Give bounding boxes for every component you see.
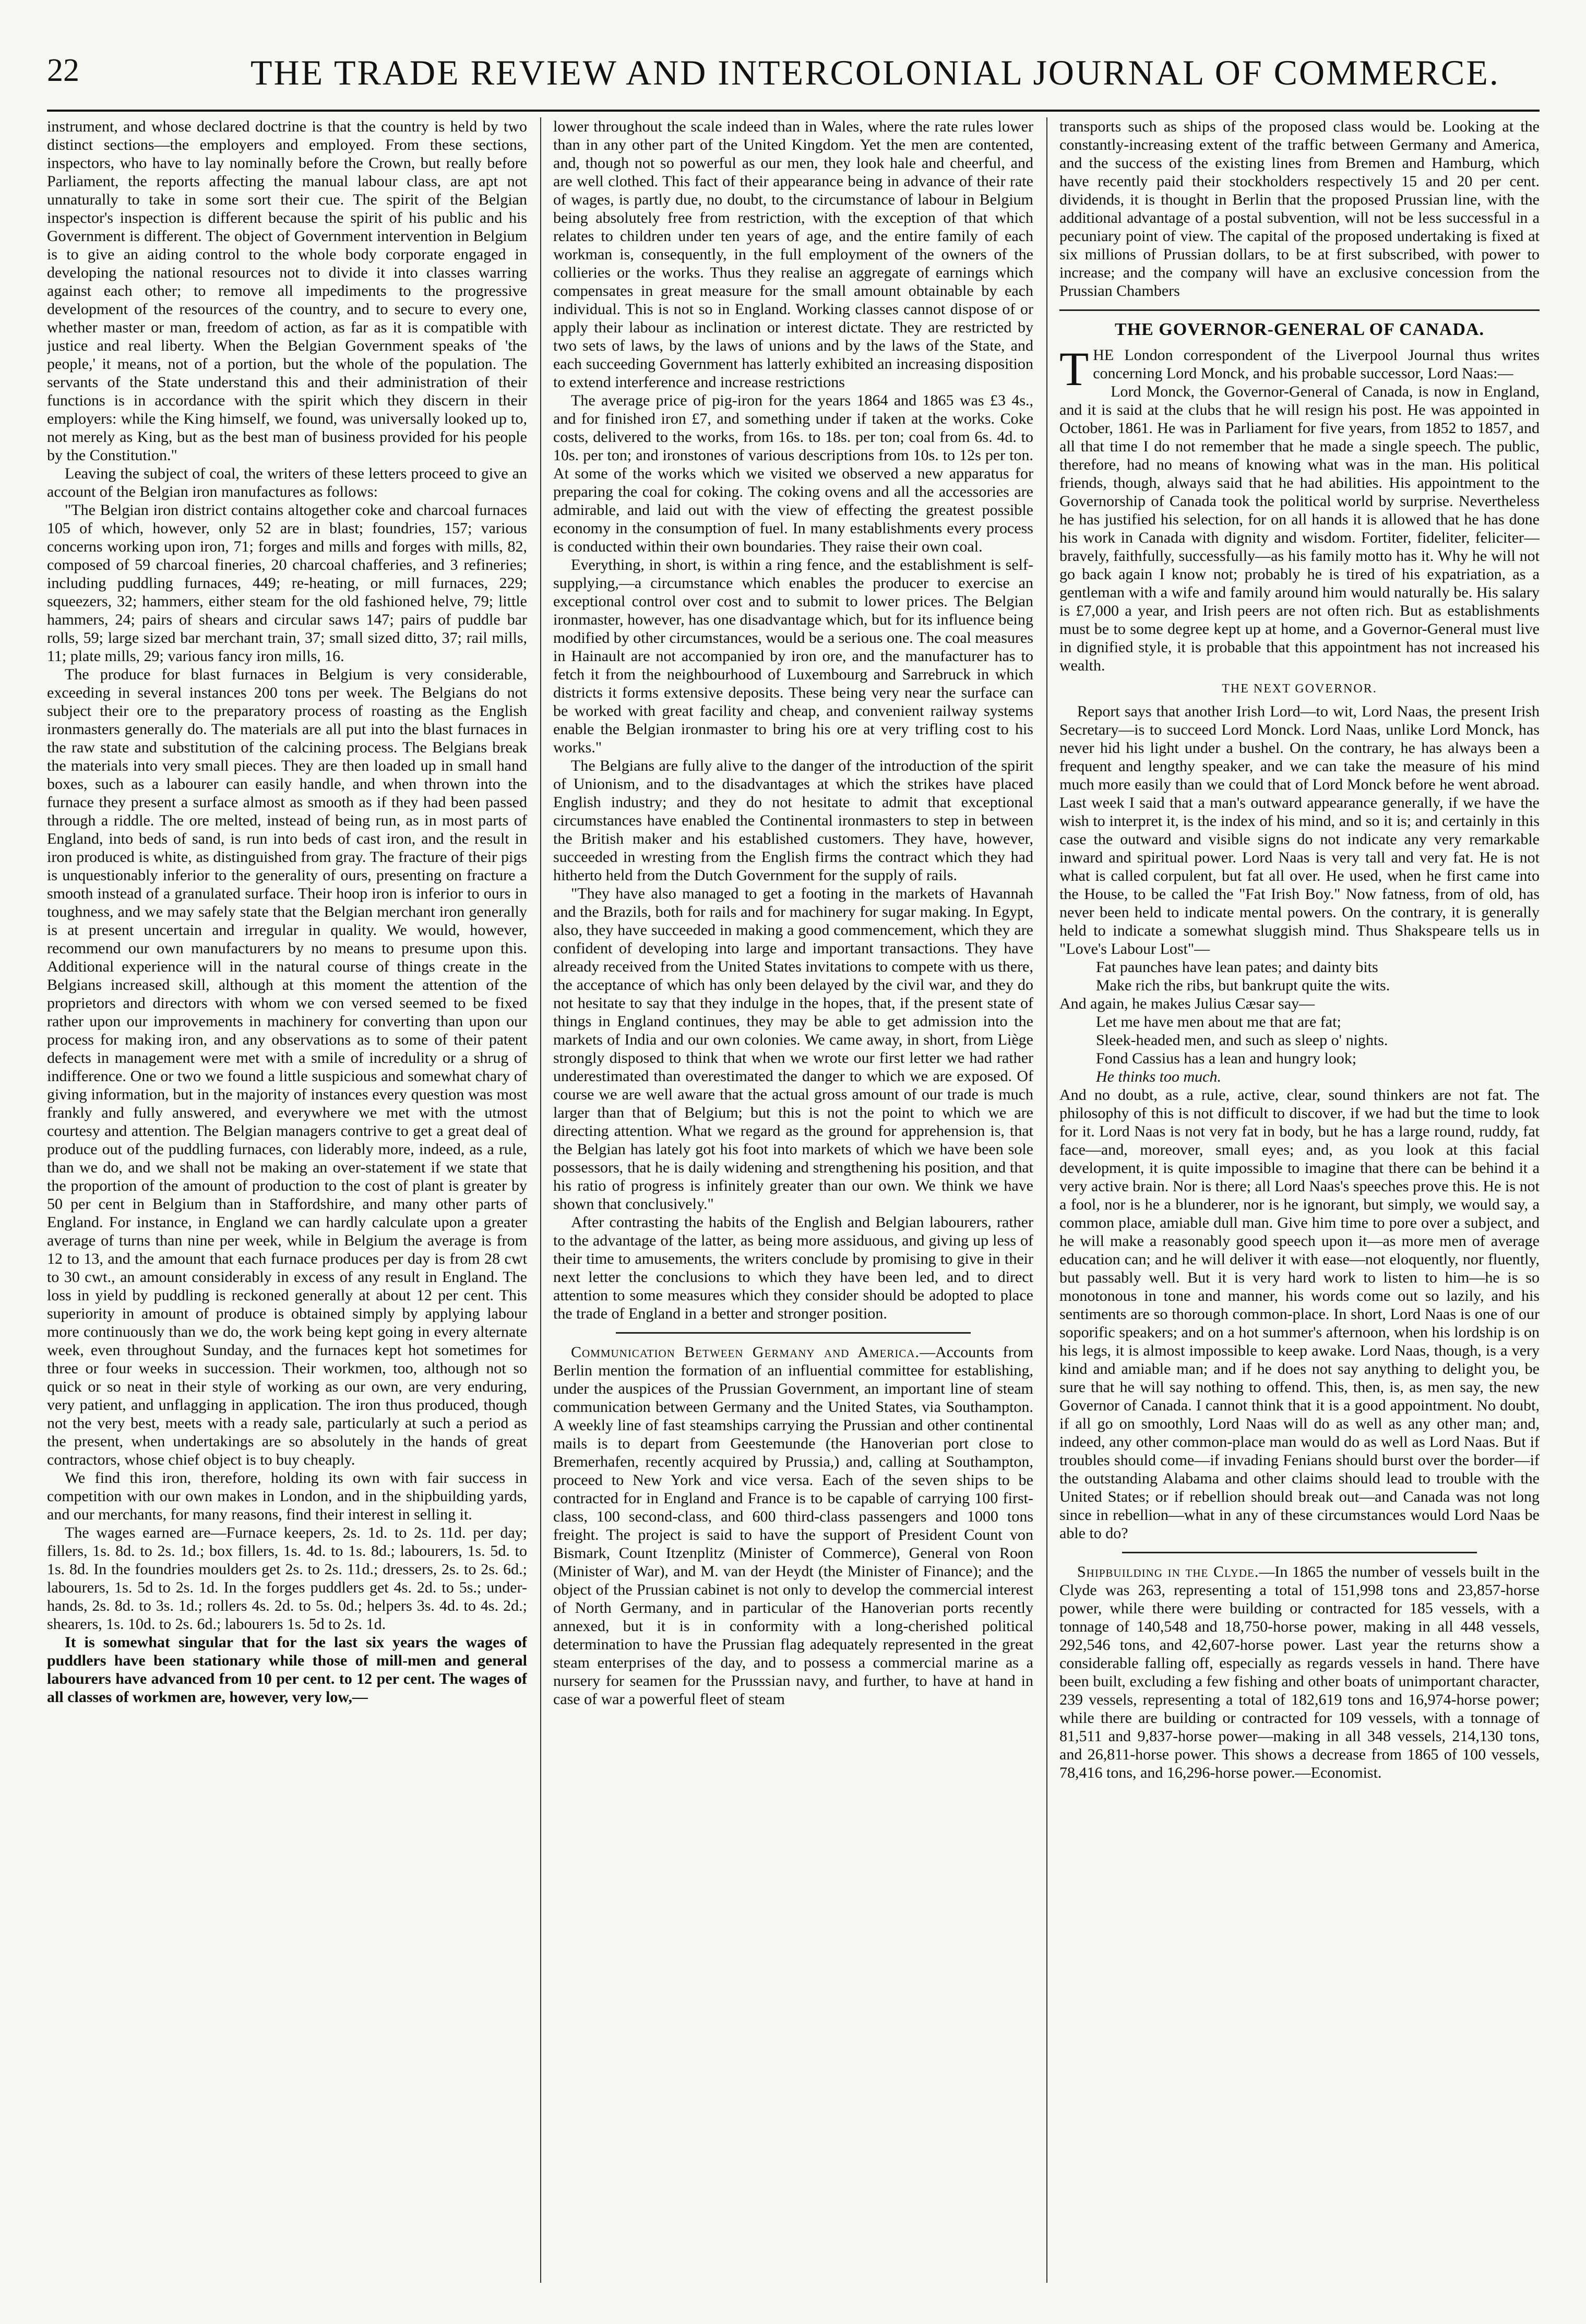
paragraph: lower throughout the scale indeed than in Wales, where the rate rules lower than in any other part of the United Kingdom. Yet the men are contented, and, though not so powerful as our men, they look hale and cheerful, and are well clothed. This fact of their appearance being in advance of their rate of wages, is partly due, no doubt, to the circumstance of labour in Belgium being absolutely free from restriction, with the exception of that which relates to children under ten years of age, and the entire family of each workman is, consequently, in the full employment of the owners of the collieries or the works. Thus they realise an aggregate of earnings which compensates in great measure for the small amount obtainable by each individual. This is not so in England. Working classes cannot dispose of or apply their labour as inclination or interest dictate. They are restricted by two sets of laws, by the laws of unions and by the laws of the State, and each succeeding Government has latterly exhibited an increasing disposition to extend interference and increase restrictions: [553, 118, 1033, 391]
article-lead: Shipbuilding in the Clyde.: [1077, 1563, 1259, 1580]
paragraph: Everything, in short, is within a ring fence, and the establishment is self-supplying,—a circumstance which enables the producer to exercise an exceptional control over cost and to submit to lower prices. The Belgian ironmaster, however, has one disadvantage which, but for its influence being modified by other circumstances, would be a serious one. The coal measures in Hainault are not accompanied by iron ore, and the manufacturer has to fetch it from the neighbourhood of Luxembourg and Sarrebruck in which districts it forms extensive deposits. These being very near the surface can be worked with great facility and cheap, and convenient railway systems enable the Belgian ironmaster to bring his ore at very trifling cost to his works.": [553, 556, 1033, 756]
verse-line: Make rich the ribs, but bankrupt quite the wits.: [1096, 977, 1390, 994]
page-number: 22: [47, 53, 79, 88]
section-rule: [616, 1332, 971, 1334]
column-2: [553, 117, 1033, 2283]
lead-paragraph: [1059, 342, 1540, 396]
section-rule: [1059, 309, 1540, 311]
article-shipbuilding-clyde: [1059, 1563, 1540, 1782]
article-lead: Communication Between Germany and America.: [571, 1344, 920, 1361]
paragraph: After contrasting the habits of the English and Belgian labourers, rather to the advantage of the latter, as being more assiduous, and giving up less of their time to amusements, the writers conclude by promising to give in their next letter the conclusions to which they have been led, and to direct attention to some measures which they consider should be adopted to place the trade of England in a better and stronger position.: [553, 1214, 1033, 1322]
running-title: THE TRADE REVIEW AND INTERCOLONIAL JOURNAL OF COMMERCE.: [251, 53, 1500, 92]
paragraph: "They have also managed to get a footing in the markets of Havannah and the Brazils, both for rails and for machinery for sugar making. In Egypt, also, they have succeeded in making a good commencement, which they are confident of developing into large and important transactions. They have already received from the United States invitations to compete with us there, the acceptance of which has only been delayed by the civil war, and they do not hesitate to say that they indulge in the hopes, that, if the present state of things in England continues, they may be able to get admission into the markets of India and our own colonies. We came away, in short, from Liège strongly disposed to think that when we wrote our first letter we had rather underestimated than overestimated the danger to which we are exposed. Of course we are well aware that the actual gross amount of our trade is much larger than that of Belgium; but this is not the point to which we are directing attention. What we regard as the ground for apprehension is, that the Belgian has lately got his foot into markets of which we have been sole possessors, that he is daily widening and strengthening his position, and that his ratio of progress is infinitely greater than our own. We think we have shown that conclusively.": [553, 885, 1033, 1213]
paragraph: And no doubt, as a rule, active, clear, sound thinkers are not fat. The philosophy of this is not difficult to discover, if we had but the time to look for it. Lord Naas is not very fat in body, but he has a large round, ruddy, fat face—and, moreover, small eyes; and, as you look at this facial development, it is quite impossible to imagine that there can be behind it a very active brain. Nor is there; all Lord Naas's speeches prove this. He is not a fool, nor is he a blunderer, nor is he ignorant, but simply, we would say, a common place, amiable dull man. Give him time to pore over a subject, and he will make a reasonably good speech upon it—as more men of average education can; and he will deliver it with ease—not eloquently, nor fluently, but passably well. But it is very hard work to listen to him—he is so monotonous in tone and manner, his words come out so lazily, and his sentiments are so thorough common-place. In short, Lord Naas is one of our soporific speakers; and on a hot summer's afternoon, when his lordship is on his legs, it is almost impossible to keep awake. Lord Naas, though, is a very kind and amiable man; and if he does not say anything to delight you, be sure that he will say nothing to offend. This, then, is, as men say, the new Governor of Canada. I cannot think that it is a good appointment. No doubt, if all go on smoothly, Lord Naas will do as well as any other man; and, indeed, any other common-place man would do as well as Lord Naas. But if troubles should come—if invading Fenians should burst over the border—if the outstanding Alabama and other claims should lead to trouble with the United States; or if rebellion should break out—and Canada was not long since in rebellion—what in any of these circumstances would Lord Naas be able to do?: [1059, 1086, 1540, 1542]
paragraph: The wages earned are—Furnace keepers, 2s. 1d. to 2s. 11d. per day; fillers, 1s. 8d. to 2s. 1d.; box fillers, 1s. 4d. to 1s. 8d.; labourers, 1s. 5d. to 1s. 8d. In the foundries moulders get 2s. to 2s. 11d.; dressers, 2s. to 2s. 6d.; labourers, 1s. 5d to 2s. 1d. In the forges puddlers get 4s. 2d. to 5s.; under-hands, 2s. 8d. to 3s. 1d.; rollers 4s. 2d. to 5s. 0d.; helpers 3s. 4d. to 4s. 2d.; shearers, 1s. 10d. to 2s. 6d.; labourers 1s. 5d to 2s. 1d.: [47, 1524, 527, 1633]
paragraph: The Belgians are fully alive to the danger of the introduction of the spirit of Unionism, and to the disadvantages at which the strikes have placed English industry; and they do not hesitate to admit that exceptional circumstances have enabled the Continental ironmasters to step in between the British maker and his established customers. They have, however, succeeded in wresting from the English firms the contract which they had hitherto held from the Dutch Government for the supply of rails.: [553, 757, 1033, 884]
article-text: —In 1865 the number of vessels built in the Clyde was 263, representing a total of 151,998 tons and 23,857-horse power, while there were building or contracted for 185 vessels, with a tonnage of 140,548 and 18,750-horse power, making in all 448 vessels, 292,546 tons, and 42,607-horse power. Last year the returns show a considerable falling off, especially as regards vessels in hand. There have been built, excluding a few fishing and other boats of unimportant character, 239 vessels, representing a total of 182,619 tons and 16,974-horse power; while there are building or contracted for 109 vessels, with a tonnage of 81,511 and 9,837-horse power—making in all 348 vessels, 214,130 tons, and 26,811-horse power. This shows a decrease from 1865 of 100 vessels, 78,416 tons, and 16,296-horse power.—Economist.: [1059, 1563, 1540, 1781]
paragraph: instrument, and whose declared doctrine is that the country is held by two distinct sections—the employers and employed. From these sections, inspectors, who have to lay nominally before the Crown, but really before Parliament, the reports affecting the manual labour class, are apt not unnaturally to take in some sort their cue. The spirit of the Belgian inspector's inspection is different because the spirit of his public and his Government is different. The object of Government intervention in Belgium is to give an aiding control to the whole body corporate engaged in developing the national resources not to divide it into classes warring against each other; to remove all impediments to the progressive development of the resources of the country, and to secure to every one, whether master or man, freedom of action, as far as it is compatible with justice and real liberty. When the Belgian Government speaks of 'the people,' it means, not of a portion, but the whole of the population. The servants of the State understand this and their administration of their functions is in accordance with the spirit which they discern in their employers: while the King himself, we found, was universally looked up to, not merely as King, but as the best man of business provided for his people by the Constitution.": [47, 118, 527, 464]
verse-line: Sleek-headed men, and such as sleep o' nights.: [1096, 1032, 1388, 1049]
verse-quote: [1096, 1013, 1540, 1086]
verse-quote: [1096, 958, 1540, 995]
column-1: [47, 117, 527, 2283]
paragraph: Lord Monck, the Governor-General of Canada, is now in England, and it is said at the clubs that he will resign his post. He was appointed in October, 1861. He was in Parliament for five years, from 1852 to 1857, and all that time I do not remember that he made a single speech. The public, therefore, had no means of knowing what was in the man. His political friends, though, always said that he had abilities. His appointment to the Governorship of Canada took the political world by surprise. Nevertheless he has justified his selection, for on all hands it is allowed that he has done his work in Canada with dignity and wisdom. Fortiter, fideliter, feliciter—bravely, faithfully, successfully—as his family motto has it. Why he will not go back again I know not; probably he is tired of his expatriation, as a gentleman with a wife and family around him would naturally be. His salary is £7,000 a year, and Irish peers are not often rich. But as establishments must be to some degree kept up at home, and a Governor-General must live in dignified style, it is probable that this appointment has not increased his wealth.: [1059, 383, 1540, 674]
paragraph: We find this iron, therefore, holding its own with fair success in competition with our own makes in London, and in the shipbuilding yards, and our merchants, for many reasons, find their interest in selling it.: [47, 1469, 527, 1523]
paragraph: And again, he makes Julius Cæsar say—: [1059, 995, 1315, 1012]
column-3: [1059, 117, 1540, 2283]
column-divider: [1046, 117, 1047, 2283]
subheading: THE NEXT GOVERNOR.: [1222, 682, 1377, 696]
verse-line: Fat paunches have lean pates; and dainty bits: [1096, 959, 1378, 976]
section-rule: [1122, 1552, 1477, 1553]
verse-line: Let me have men about me that are fat;: [1096, 1013, 1341, 1031]
paragraph: transports such as ships of the proposed class would be. Looking at the constantly-increasing extent of the traffic between Germany and America, and the success of the existing lines from Bremen and Hamburg, which have recently paid their stockholders respectively 15 and 20 per cent. dividends, it is thought in Berlin that the proposed Prussian line, with the additional advantage of a postal subvention, will not be less successful in a pecuniary point of view. The capital of the proposed undertaking is fixed at six millions of Prussian dollars, to be at first subscribed, with power to increase; and the company will have an exclusive concession from the Prussian Chambers: [1059, 118, 1540, 300]
page-header: [47, 47, 1540, 112]
verse-line: Fond Cassius has a lean and hungry look;: [1096, 1050, 1357, 1067]
paragraph: The average price of pig-iron for the years 1864 and 1865 was £3 4s., and for finished iron £7, and something under if taken at the works. Coke costs, delivered to the works, from 16s. to 18s. per ton; coal from 6s. 4d. to 10s. per ton; and ironstones of various descriptions from 10s. to 12s per ton. At some of the works which we visited we observed a new apparatus for preparing the coal for coking. The coking ovens and all the accessories are admirable, and laid out with the view of effecting the greatest possible economy in the consumption of fuel. In many establishments every process is conducted within their own boundaries. They raise their own coal.: [553, 392, 1033, 555]
article-communication-germany-america: [553, 1343, 1033, 1708]
paragraph: The produce for blast furnaces in Belgium is very considerable, exceeding in several instances 200 tons per week. The Belgians do not subject their ore to the preparatory process of roasting as the English ironmasters generally do. The materials are all put into the blast furnaces in the raw state and substitution of the calcining process. The Belgians break the materials into very small pieces. They are then loaded up in small hand boxes, such as a labourer can easily handle, and when thrown into the furnace they present a surface almost as smooth as if they had been passed through a riddle. The ore melted, instead of being run, as in most parts of England, into beds of sand, is run into beds of cast iron, and the result in iron produced is white, as distinguished from gray. The fracture of their pigs is unquestionably inferior to the generality of ours, presenting on fracture a smooth instead of a granulated surface. Their hoop iron is inferior to ours in toughness, and we may safely state that the Belgian merchant iron generally is at present uncertain and irregular in quality. We would, however, recommend our own manufacturers by no means to presume upon this. Additional experience will in the natural course of things create in the Belgians increased skill, although at this moment the attention of the proprietors and directors with whom we con versed seemed to be fixed rather upon our improvements in machinery for converting than upon our process for making iron, and any observations as to some of their patent defects in management were met with a smile of incredulity or a shrug of indifference. One or two we found a little suspicious and somewhat chary of giving information, but in the majority of instances every question was most frankly and fully answered, and everywhere we met with the utmost courtesy and attention. The Belgian managers contrive to get a great deal of produce out of the puddling furnaces, con liderably more, indeed, as a rule, than we do, and we shall not be making an over-statement if we state that the proportion of the amount of production to the cost of plant is greater by 50 per cent in Belgium than in Staffordshire, and many other parts of England. For instance, in England we can hardly calculate upon a greater average of turns than nine per week, while in Belgium the average is from 12 to 13, and the amount that each furnace produces per day is from 28 cwt to 30 cwt., an amount considerably in excess of any result in England. The loss in yield by puddling is reckoned generally at about 12 per cent. This superiority in amount of produce is obtained simply by applying labour more continuously than we do, the work being kept going in every alternate week, even throughout Sunday, and the furnaces kept hot sometimes for three or four weeks in succession. Their workmen, too, although not so quick or so neat in their style of working as our own, are very enduring, very patient, and unflagging in application. The iron thus produced, though not the very best, meets with a ready sale, particularly at such a period as the present, when undertakings are so absolutely in the hands of great contractors, whose chief object is to buy cheaply.: [47, 666, 527, 1468]
paragraph: Leaving the subject of coal, the writers of these letters proceed to give an account of the Belgian iron manufactures as follows:: [47, 465, 527, 500]
verse-line: He thinks too much.: [1096, 1068, 1221, 1085]
drop-cap: T: [1059, 342, 1089, 396]
paragraph: It is somewhat singular that for the last six years the wages of puddlers have been stationary while those of mill-men and general labourers have advanced from 10 per cent. to 12 per cent. The wages of all classes of workmen are, however, very low,—: [47, 1634, 527, 1706]
article-text: —Accounts from Berlin mention the formation of an influential committee for establishing, under the auspices of the Prussian Government, an important line of steam communication between Germany and the United States, via Southampton. A weekly line of fast steamships carrying the Prussian and other continental mails is to depart from Geestemunde (the Hanoverian port close to Bremerhafen, recently acquired by Prussia,) and, calling at Southampton, proceed to New York and vice versa. Each of the seven ships to be contracted for in England and France is to be capable of carrying 100 first-class, 100 second-class, and 600 third-class passengers and 1000 tons freight. The project is said to have the support of President Count von Bismark, Count Itzenplitz (Minister of Commerce), General von Roon (Minister of War), and M. van der Heydt (the Minister of Finance); and the object of the Prussian cabinet is not only to develop the commercial interest of North Germany, and in particular of the Hanoverian ports recently annexed, but it is in conformity with a long-cherished political determination to have the Prussian flag adequately represented in the great steam enterprises of the day, and to possess a commercial marine as a nursery for seamen for the Prusssian navy, and further, to have at hand in case of war a powerful fleet of steam: [553, 1344, 1033, 1708]
paragraph: "The Belgian iron district contains altogether coke and charcoal furnaces 105 of which, however, only 52 are in blast; foundries, 157; various concerns working upon iron, 71; forges and mills and forges with mills, 82, composed of 59 charcoal fineries, 20 charcoal chafferies, and 3 refineries; including puddling furnaces, 449; re-heating, or mill furnaces, 229; squeezers, 32; hammers, either steam for the old fashioned helve, 79; little hammers, 24; pairs of shears and circular saws 147; pairs of puddle bar rolls, 59; large sized bar merchant train, 37; small sized ditto, 37; rail mills, 11; plate mills, 29; various fancy iron mills, 16.: [47, 501, 527, 665]
article-title: THE GOVERNOR-GENERAL OF CANADA.: [1115, 320, 1484, 339]
lead-text: HE London correspondent of the Liverpool Journal thus writes concerning Lord Monck, and his probable successor, Lord Naas:—: [1093, 346, 1540, 382]
paragraph: Report says that another Irish Lord—to wit, Lord Naas, the present Irish Secretary—is to succeed Lord Monck. Lord Naas, unlike Lord Monck, has never hid his light under a bushel. On the contrary, he has always been a frequent and lengthy speaker, and we can take the measure of his mind much more easily than we could that of Lord Monck before he went abroad. Last week I said that a man's outward appearance generally, if we have the wish to interpret it, is the index of his mind, and so it is; and certainly in this case the outward and visible signs do not indicate any very remarkable inward and spiritual power. Lord Naas is very tall and very fat. He is not what is called corpulent, but fat all over. He used, when he first came into the House, to be called the "Fat Irish Boy." Now fatness, from of old, has never been held to indicate mental powers. On the contrary, it is generally held to indicate a somewhat sluggish mind. Thus Shakspeare tells us in "Love's Labour Lost"—: [1059, 703, 1540, 957]
column-divider: [540, 117, 541, 2283]
